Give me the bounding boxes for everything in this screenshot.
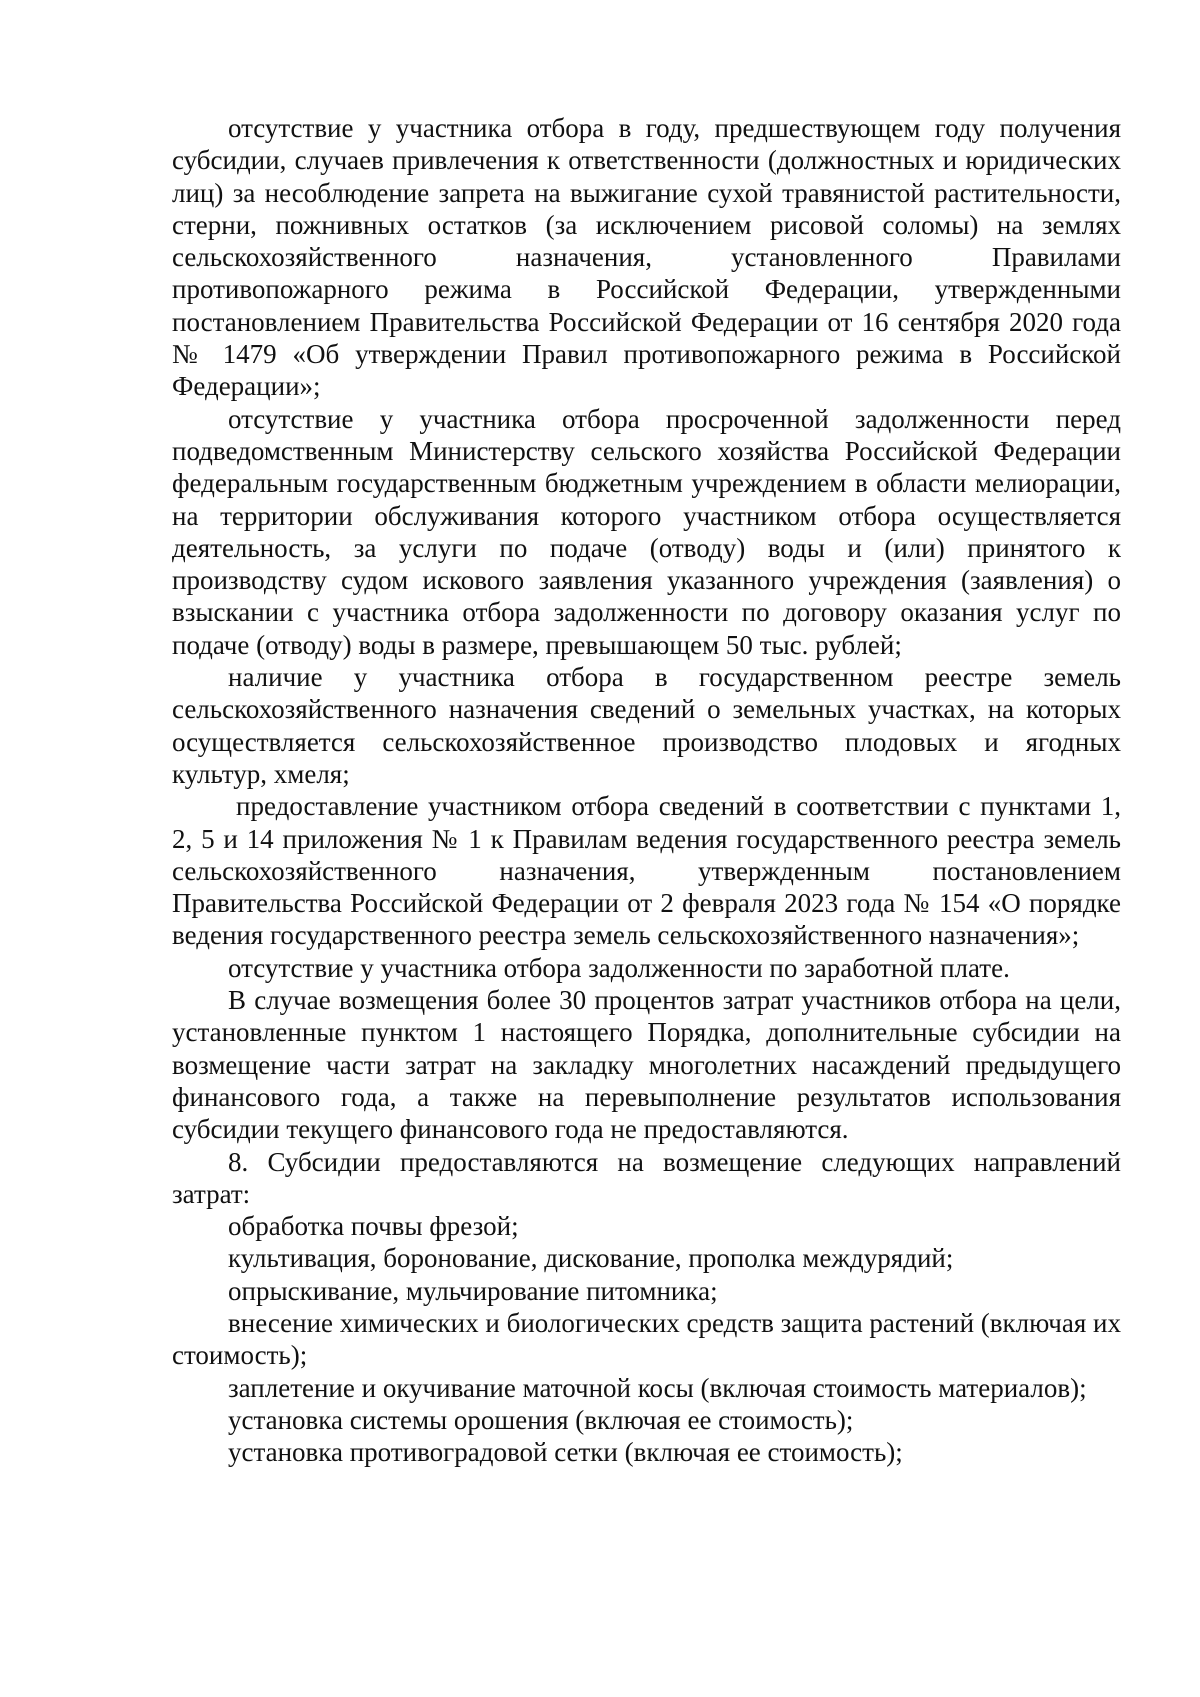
list-item-hail-net: установка противоградовой сетки (включая ее стоимость); — [228, 1437, 903, 1468]
paragraph-over-30-percent: В случае возмещения более 30 процентов затрат участников отбора на цели, установленные пунктом 1 настоящего Порядка, дополнительные субсидии на возмещение части затрат на закладку многолетних насаждений предыдущего финансового года, а также на перевыполнение результатов использования субсидии текущего финансового года не предоставляются. — [172, 985, 1121, 1145]
list-item-milling: обработка почвы фрезой; — [228, 1211, 519, 1242]
list-item-cultivation: культивация, боронование, дискование, прополка междурядий; — [228, 1243, 954, 1274]
paragraph-land-registry-info: наличие у участника отбора в государственном реестре земель сельскохозяйственного назначения сведений о земельных участках, на которых осуществляется сельскохозяйственное производство плодовых и ягодных культур, хмеля; — [172, 662, 1121, 789]
list-item-spraying: опрыскивание, мульчирование питомника; — [228, 1275, 718, 1306]
list-item-plant-protection: внесение химических и биологических средств защита растений (включая их стоимость); — [172, 1307, 1121, 1371]
paragraph-no-salary-debt: отсутствие у участника отбора задолженности по заработной плате. — [228, 952, 1010, 983]
paragraph-no-melioration-debt: отсутствие у участника отбора просроченной задолженности перед подведомственным Министерству сельского хозяйства Российской Федерации федеральным государственным бюджетным учреждением в области мелиорации, на территории обслуживания которого участником отбора осуществляется деятельность, за услуги по подаче (отводу) воды и (или) принятого к производству судом искового заявления указанного учреждения (заявления) о взыскании с участника отбора задолженности по договору оказания услуг по подаче (отводу) воды в размере, превышающем 50 тыс. рублей; — [172, 403, 1121, 660]
paragraph-no-fire-violations: отсутствие у участника отбора в году, предшествующем году получения субсидии, случаев привлечения к ответственности (должностных и юридических лиц) за несоблюдение запрета на выжигание сухой травянистой растительности, стерни, пожнивных остатков (за исключением рисовой соломы) на землях сельскохозяйственного назначения, установленного Правилами противопожарного режима в Российской Федерации, утвержденными постановлением Правительства Российской Федерации от 16 сентября 2020 года № 1479 «Об утверждении Правил противопожарного режима в Российской Федерации»; — [172, 113, 1121, 402]
list-item-irrigation: установка системы орошения (включая ее стоимость); — [228, 1404, 854, 1435]
list-item-braiding: заплетение и окучивание маточной косы (включая стоимость материалов); — [228, 1372, 1087, 1403]
document-page — [172, 112, 1121, 1468]
paragraph-registry-data-submission: предоставление участником отбора сведений в соответствии с пунктами 1, 2, 5 и 14 приложения № 1 к Правилам ведения государственного реестра земель сельскохозяйственного назначения, утвержденным постановлением Правительства Российской Федерации от 2 февраля 2023 года № 154 «О порядке ведения государственного реестра земель сельскохозяйственного назначения»; — [172, 791, 1121, 951]
paragraph-section-8-heading: 8. Субсидии предоставляются на возмещение следующих направлений затрат: — [172, 1146, 1121, 1209]
